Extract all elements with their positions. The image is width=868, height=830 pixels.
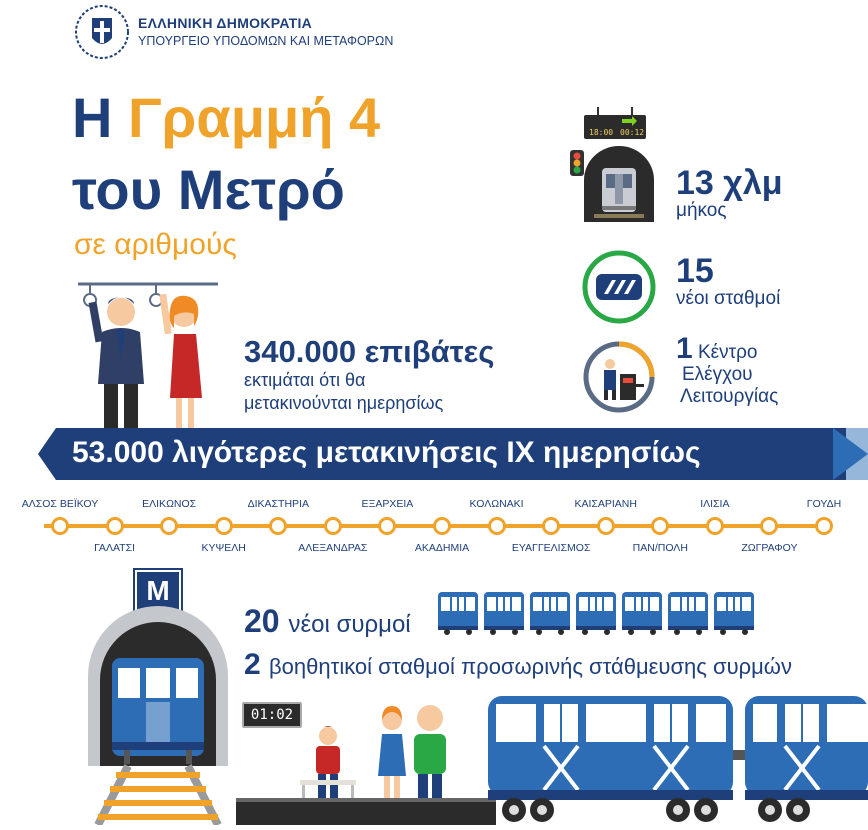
train-icons-row [438,592,758,638]
trains-count-value: 20 [244,603,280,639]
control-center-icon [582,340,656,414]
station-label-bottom: ΠΑΝ/ΠΟΛΗ [632,542,688,554]
control-block [676,332,779,408]
station-label-bottom: ΑΚΑΔΗΜΙΑ [414,542,470,554]
control-label-3: Λειτουργίας [680,386,779,407]
station-dot [269,517,287,535]
station-label-bottom: ΕΥΑΓΓΕΛΙΣΜΟΣ [511,542,591,554]
platform-clock-time: 01:02 [250,707,294,723]
emissions-banner [38,428,868,480]
metro-sign-letter: M [146,575,170,606]
station-dot [106,517,124,535]
train-icon [576,592,616,641]
train-icon [714,592,754,641]
station-dot [706,517,724,535]
board-time-left: 18:00 [589,128,614,137]
station-label-top: ΓΟΥΔΗ [806,498,842,510]
trains-count-label: νέοι συρμοί [288,611,411,638]
control-value: 1 [676,332,693,365]
station-label-top: ΚΑΙΣΑΡΙΑΝΗ [574,498,637,510]
station-dot [815,517,833,535]
metro-logo-icon [582,250,656,324]
passengers-label-2: μετακινούνται ημερησίως [244,393,444,413]
stations-value: 15 [676,252,714,290]
control-label-1: Κέντρο [697,342,758,363]
station-label-top: ΕΞΑΡΧΕΙΑ [361,498,414,510]
passengers-value: 340.000 επιβάτες [244,334,495,369]
board-time-right: 00:12 [620,128,645,137]
trains-count-block [244,603,411,640]
org-line-2: ΥΠΟΥΡΓΕΙΟ ΥΠΟΔΟΜΩΝ ΚΑΙ ΜΕΤΑΦΟΡΩΝ [138,34,394,48]
station-label-bottom: ΖΩΓΡΑΦΟΥ [741,542,798,554]
title-word-1: Η [72,86,113,149]
train-icon [484,592,524,641]
station-dot [378,517,396,535]
aux-stations-label: βοηθητικοί σταθμοί προσωρινής στάθμευσης συρμών [269,654,792,679]
station-label-top: ΙΛΙΣΙΑ [700,498,730,510]
station-label-top: ΚΟΛΩΝΑΚΙ [469,498,524,510]
station-dot [51,517,69,535]
aux-stations-value: 2 [244,648,261,681]
line-map [0,490,868,560]
train-icon [530,592,570,641]
commuters-illustration [78,280,223,430]
departure-board [584,107,646,141]
station-dot [651,517,669,535]
station-label-bottom: ΑΛΕΞΑΝΔΡΑΣ [298,542,368,554]
tunnel-train-illustration [88,606,228,825]
length-value: 13 χλμ [676,164,783,202]
station-label-top: ΔΙΚΑΣΤΗΡΙΑ [247,498,309,510]
station-dot [597,517,615,535]
train-icon [438,592,478,641]
passengers-label-1: εκτιμάται ότι θα [244,370,366,390]
train-icon [668,592,708,641]
title-line-1 [72,88,380,148]
org-name [138,15,393,48]
tunnel-train-icon [584,146,654,222]
station-dot [160,517,178,535]
title-line-2: του Μετρό [72,158,345,221]
station-label-top: ΕΛΙΚΩΝΟΣ [142,498,197,510]
station-dot [324,517,342,535]
coat-of-arms-icon [74,4,130,60]
traffic-light-icon [570,150,584,180]
length-label: μήκος [676,200,727,221]
station-dot [215,517,233,535]
control-label-2: Ελέγχου [682,364,753,385]
station-dot [488,517,506,535]
station-label-bottom: ΓΑΛΑΤΣΙ [94,542,136,554]
platform-passengers-illustration [236,700,496,825]
org-line-1: ΕΛΛΗΝΙΚΗ ΔΗΜΟΚΡΑΤΙΑ [138,15,313,31]
stations-label: νέοι σταθμοί [676,288,781,309]
train-icon [622,592,662,641]
station-label-top: ΑΛΣΟΣ ΒΕΪΚΟΥ [21,498,99,510]
big-train-illustration [488,690,868,825]
station-label-bottom: ΚΥΨΕΛΗ [201,542,246,554]
station-dot [433,517,451,535]
title-word-2: Γραμμή 4 [128,86,381,149]
banner-text: 53.000 λιγότερες μετακινήσεις ΙΧ ημερησίως [72,436,701,469]
aux-stations-block [244,648,792,682]
station-dot [542,517,560,535]
station-dot [760,517,778,535]
title-line-3: σε αριθμούς [74,228,237,261]
